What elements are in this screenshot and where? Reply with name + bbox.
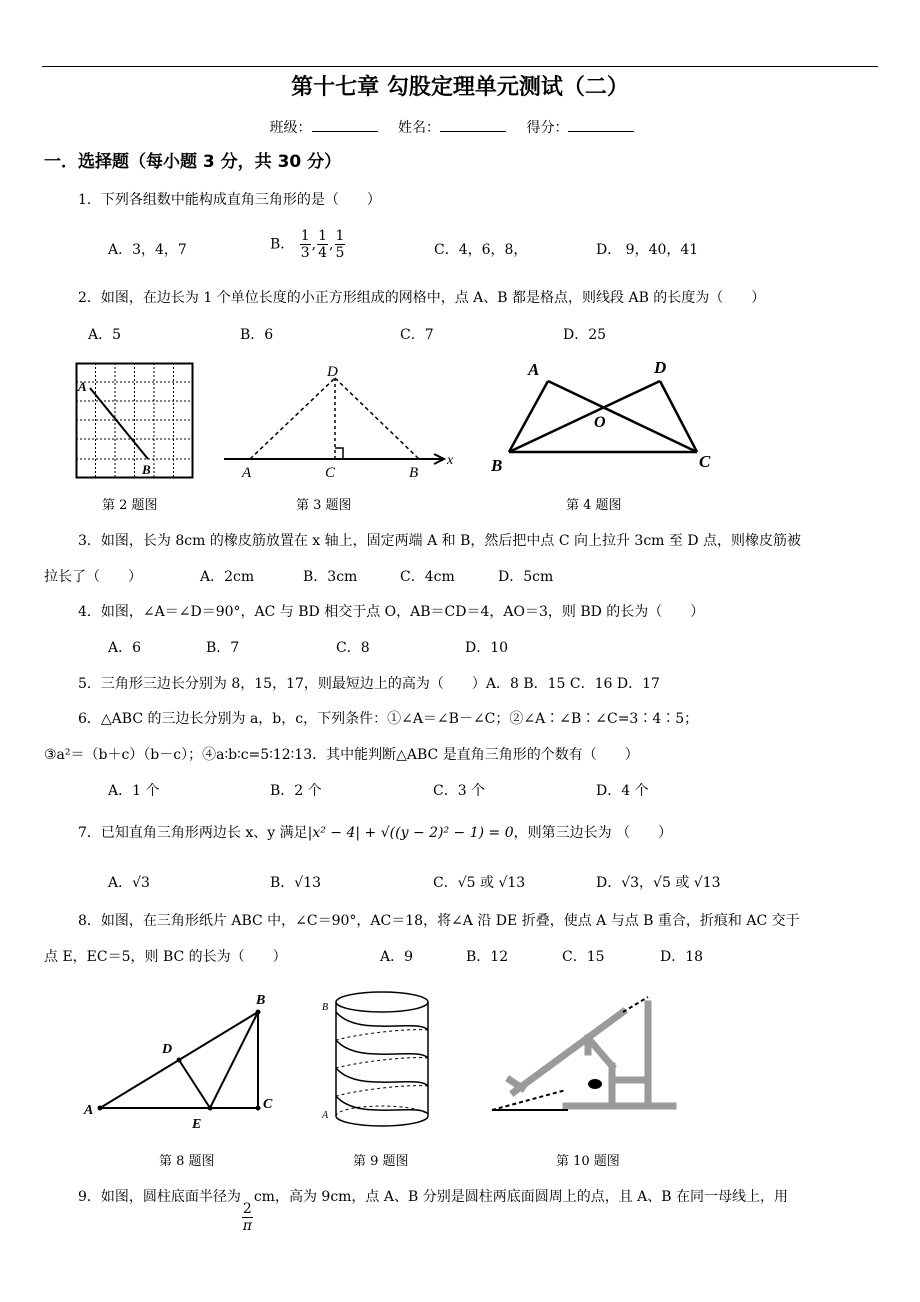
point-e-label: E	[192, 1117, 202, 1132]
denominator: 3	[300, 245, 310, 261]
dashed-db	[335, 378, 419, 459]
q3-option-b: B．3cm	[303, 569, 358, 585]
dashed-ad	[250, 378, 335, 459]
fig10-gray-shapes	[510, 1004, 673, 1106]
numerator: 1	[335, 228, 345, 244]
q8-line2: 点 E，EC＝5，则 BC 的长为（ ）	[44, 949, 287, 965]
q1-option-b-prefix: B．	[270, 236, 295, 253]
denominator: π	[242, 1218, 252, 1234]
q1-option-d: D． 9，40，41	[596, 242, 699, 258]
q1-stem: 1．下列各组数中能构成直角三角形的是（ ）	[78, 192, 381, 208]
point-b-label: B	[409, 465, 419, 481]
page-title: 第十七章 勾股定理单元测试（二）	[291, 75, 629, 100]
numerator: 1	[318, 228, 328, 244]
q2-option-c: C．7	[400, 327, 434, 343]
fig2-caption: 第 2 题图	[102, 498, 158, 513]
q8-option-a: A．9	[380, 949, 414, 965]
q3-option-d: D．5cm	[498, 569, 554, 585]
segment-ab	[90, 388, 148, 459]
q6-line2: ③a²＝（b＋c）（b－c）；④a∶b∶c=5∶12∶13．其中能判断△ABC 是直角三角形的个数有（ ）	[44, 747, 639, 763]
q4-option-a: A．6	[108, 640, 142, 656]
q7-option-d: D．√3，√5 或 √13	[596, 875, 721, 891]
point-b-label: B	[256, 993, 266, 1008]
q2-option-d: D．25	[563, 327, 607, 343]
q3-line2: 拉长了（ ）	[44, 569, 142, 585]
q7-option-a: A．√3	[108, 875, 150, 891]
grid-lines	[76, 363, 193, 478]
numerator: 2	[242, 1201, 252, 1217]
score-blank[interactable]	[568, 119, 634, 132]
q7-option-c: C．√5 或 √13	[433, 875, 526, 891]
q9-prefix: 9．如图，圆柱底面半径为	[78, 1189, 241, 1205]
point-c-label: C	[263, 1097, 273, 1112]
point-d-label: D	[162, 1042, 173, 1057]
q7-formula: |x² − 4| + √((y − 2)² − 1) = 0	[307, 825, 514, 841]
denominator: 5	[335, 245, 345, 261]
q1-option-b: B． $\frac{1}{3}$ , $\frac{1}{4}$ , $\frac{1}{5}$	[270, 228, 345, 261]
q7-suffix: ，则第三边长为 （ ）	[513, 825, 673, 841]
header-rule	[42, 66, 878, 67]
q8-line1: 8．如图，在三角形纸片 ABC 中，∠C＝90°，AC＝18，将∠A 沿 DE 折叠，使点 A 与点 B 重合，折痕和 AC 交于	[78, 913, 800, 929]
point-b-label: B	[142, 462, 151, 477]
q7-prefix: 7．已知直角三角形两边长 x、y 满足	[78, 825, 308, 841]
spiral-string	[336, 1012, 428, 1114]
q7-option-b: B．√13	[270, 875, 322, 891]
q8-option-d: D．18	[660, 949, 704, 965]
q3-option-c: C．4cm	[400, 569, 455, 585]
q4-option-d: D．10	[465, 640, 509, 656]
q5-stem: 5．三角形三边长分别为 8，15，17，则最短边上的高为（ ）A．8 B．15 C．16 D．17	[78, 676, 660, 692]
q6-line1: 6．△ABC 的三边长分别为 a，b，c，下列条件：①∠A＝∠B－∠C；②∠A∶∠B∶∠C=3∶4∶5；	[78, 711, 699, 727]
point-b-label: B	[491, 456, 503, 475]
fig4-caption: 第 4 题图	[566, 498, 622, 513]
point-d-label: D	[654, 358, 667, 377]
q7-stem	[78, 822, 672, 842]
fig9-figure	[318, 988, 438, 1138]
point-a-label: A	[528, 360, 540, 379]
fraction	[300, 228, 311, 261]
name-label: 姓名：	[398, 120, 440, 136]
point-d-label: D	[327, 364, 338, 380]
q6-option-c: C．3 个	[433, 783, 486, 799]
class-label: 班级：	[269, 120, 312, 136]
q2-option-a: A．5	[88, 327, 122, 343]
score-label: 得分：	[526, 120, 569, 136]
point-b-label: B	[322, 1002, 329, 1013]
q4-stem: 4．如图，∠A＝∠D＝90°，AC 与 BD 相交于点 O，AB＝CD＝4，AO＝3，则 BD 的长为（ ）	[78, 604, 705, 620]
numerator: 1	[300, 228, 310, 244]
right-angle-mark	[335, 448, 343, 459]
denominator: 4	[318, 245, 328, 261]
fig3-figure	[222, 360, 462, 485]
point-a-label: A	[242, 465, 252, 481]
q3-line1: 3．如图，长为 8cm 的橡皮筋放置在 x 轴上，固定两端 A 和 B，然后把中点 C 向上拉升 3cm 至 D 点，则橡皮筋被	[78, 533, 802, 549]
fraction	[242, 1201, 253, 1234]
q8-option-b: B．12	[466, 949, 509, 965]
q2-stem: 2．如图，在边长为 1 个单位长度的小正方形组成的网格中，点 A、B 都是格点，则线段 AB 的长度为（ ）	[78, 290, 766, 306]
fig10-caption: 第 10 题图	[556, 1154, 620, 1169]
q1-option-c: C．4，6，8，	[434, 242, 528, 258]
x-axis-label: x	[447, 453, 454, 468]
class-blank[interactable]	[312, 119, 378, 132]
q6-option-a: A．1 个	[108, 783, 160, 799]
q3-option-a: A．2cm	[200, 569, 255, 585]
fig8-caption: 第 8 题图	[159, 1154, 215, 1169]
q6-option-d: D．4 个	[596, 783, 649, 799]
name-blank[interactable]	[440, 119, 506, 132]
fig8-figure	[82, 990, 282, 1140]
fig2-grid-figure	[76, 363, 194, 481]
q4-option-b: B．7	[206, 640, 240, 656]
point-o-marker	[588, 1079, 602, 1089]
point-a-label: A	[84, 1103, 94, 1118]
point-o-label: O	[594, 414, 606, 431]
q1-option-a: A．3，4，7	[108, 242, 187, 258]
q4-option-c: C．8	[336, 640, 370, 656]
q9-suffix: cm，高为 9cm，点 A、B 分别是圆柱两底面圆周上的点，且 A、B 在同一母线上，用	[253, 1189, 789, 1205]
q2-option-b: B．6	[240, 327, 274, 343]
fig10-figure	[488, 992, 688, 1122]
fig4-figure	[488, 355, 728, 480]
point-c-label: C	[699, 452, 711, 471]
q8-option-c: C．15	[562, 949, 605, 965]
q9-stem	[78, 1186, 788, 1234]
fig9-caption: 第 9 题图	[353, 1154, 409, 1169]
fraction	[317, 228, 328, 261]
fraction	[335, 228, 346, 261]
point-a-label: A	[322, 1110, 329, 1121]
section-heading: 一．选择题（每小题 3 分，共 30 分）	[44, 152, 342, 172]
q6-option-b: B．2 个	[270, 783, 322, 799]
fig3-caption: 第 3 题图	[296, 498, 352, 513]
student-info-line	[0, 117, 920, 137]
point-a-label: A	[78, 379, 87, 394]
point-c-label: C	[325, 465, 336, 481]
